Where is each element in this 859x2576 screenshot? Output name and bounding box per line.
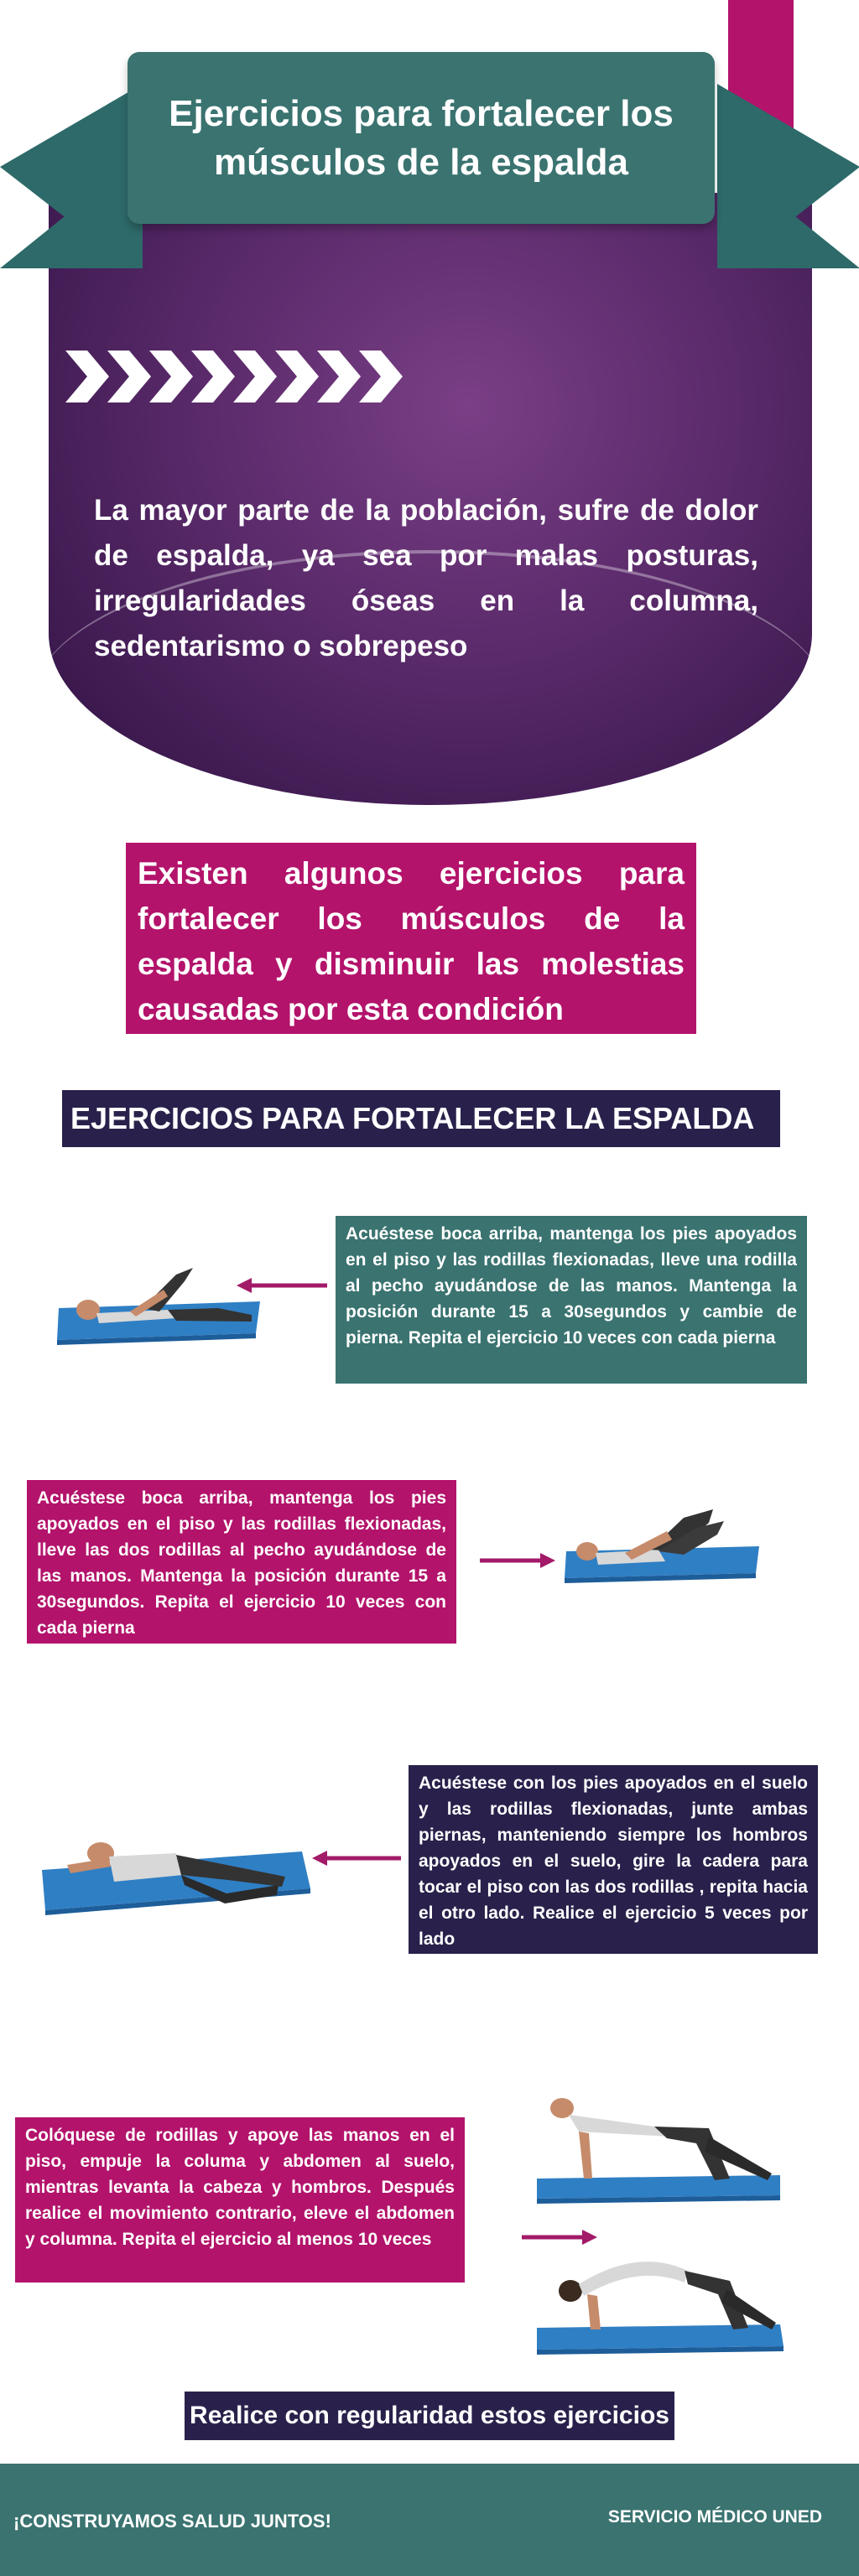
- callout-box: [126, 843, 696, 1034]
- callout-text: Existen algunos ejercicios para fortalecer los músculos de la espalda y disminuir las molestias causadas por esta condición: [138, 856, 685, 1026]
- exercise-4-instructions: [15, 2117, 465, 2283]
- footer: [0, 2464, 859, 2576]
- exercise-3-text: Acuéstese con los pies apoyados en el suelo y las rodillas flexionadas, junte ambas piernas, manteniendo siempre los hombros apoyados en el suelo, gire la cadera para tocar el piso con las dos rodillas , repita hacia el otro lado. Realice el ejercicio 5 veces por lado: [419, 1774, 808, 1949]
- footer-slogan: ¡CONSTRUYAMOS SALUD JUNTOS!: [13, 2511, 331, 2532]
- footer-organization: SERVICIO MÉDICO UNED: [607, 2507, 822, 2527]
- exercise-3-instructions: [409, 1765, 818, 1954]
- chevron-arrows-icon: [65, 351, 418, 402]
- exercise-4-text: Colóquese de rodillas y apoye las manos en el piso, empuje la columa y abdomen al suelo, mientras levanta la cabeza y hombros. Después realice el movimiento contrario, eleve el abdomen y columna. Repita el ejercicio al menos 10 veces: [25, 2126, 455, 2249]
- page-title: Ejercicios para fortalecer los músculos de la espalda: [169, 92, 674, 183]
- left-arrow-icon: [237, 1276, 329, 1295]
- closing-banner: Realice con regularidad estos ejercicios: [185, 2392, 674, 2440]
- section-heading: EJERCICIOS PARA FORTALECER LA ESPALDA: [62, 1090, 780, 1147]
- left-arrow-icon: [312, 1849, 403, 1867]
- exercise-3-illustration: [34, 1794, 319, 1920]
- exercise-2-instructions: [27, 1480, 456, 1644]
- exercise-2-illustration: [558, 1484, 768, 1593]
- intro-paragraph: La mayor parte de la población, sufre de dolor de espalda, ya sea por malas posturas, irregularidades óseas en la columna, sedentarismo o sobrepeso: [94, 494, 758, 662]
- exercise-1-illustration: [50, 1241, 268, 1350]
- title-banner: [128, 52, 715, 224]
- exercise-4-illustration-bottom: [528, 2231, 789, 2356]
- right-arrow-icon: [480, 1551, 555, 1570]
- banner-left-tail: [0, 84, 143, 268]
- exercise-1-instructions: [336, 1216, 807, 1384]
- exercise-2-text: Acuéstese boca arriba, mantenga los pies apoyados en el piso y las rodillas flexionadas, lleve las dos rodillas al pecho ayudándose de las manos. Mantenga la posición durante 15 a 30segundos. Repita el ejercicio 10 veces con cada pierna: [37, 1488, 446, 1638]
- exercise-1-text: Acuéstese boca arriba, mantenga los pies apoyados en el piso y las rodillas flexionadas, lleve una rodilla al pecho ayudándose de las manos. Mantenga la posición durante 15 a 30segundos y cambie de pierna. Repita el ejercicio 10 veces con cada pierna: [346, 1224, 797, 1348]
- exercise-4-illustration-top: [528, 2086, 789, 2204]
